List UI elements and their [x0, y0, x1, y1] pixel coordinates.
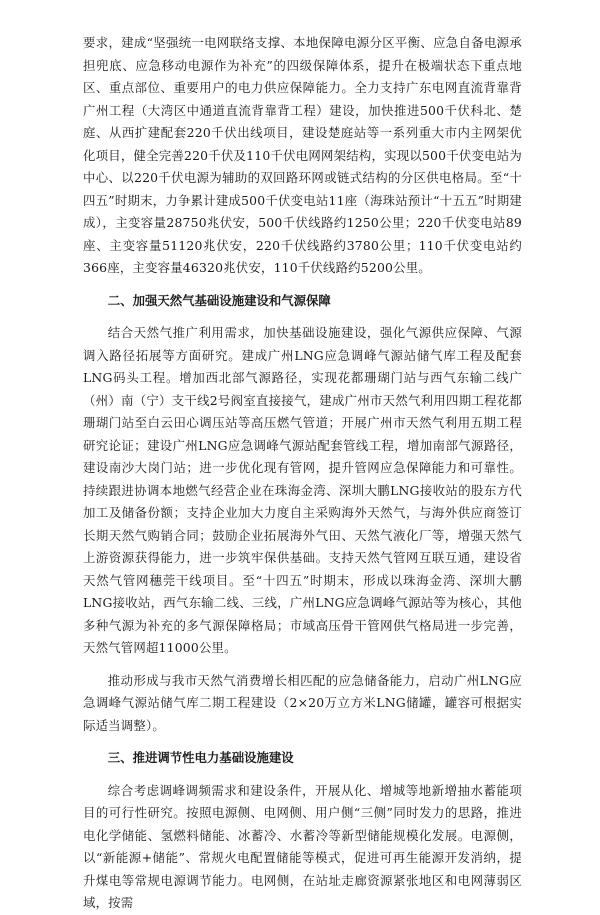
- section-gap: [83, 770, 522, 780]
- section-gap: [83, 280, 522, 290]
- section-gap: [83, 660, 522, 670]
- paragraph-gas-reserve: 推动形成与我市天然气消费增长相匹配的应急储备能力，启动广州LNG应急调峰气源站储气库二期工程建设（2×20万立方米LNG储罐，罐容可根据实际适当调整）。: [83, 672, 522, 733]
- section-heading-gas: 二、加强天然气基础设施建设和气源保障: [107, 292, 331, 308]
- section-gap: [83, 737, 522, 747]
- section-heading-regulating-power: 三、推进调节性电力基础设施建设: [107, 750, 294, 765]
- paragraph-gas-infrastructure: 结合天然气推广利用需求，加快基础设施建设，强化气源供应保障、气源调入路径拓展等方面研究。建成广州LNG应急调峰气源站储气库工程及配套LNG码头工程。增加西北部气源路径，实现花都珊瑚门站与西气东输二线广（州）南（宁）支干线2号阀室直接接气，建成广州市天然气利用四期工程花都珊瑚门站至白云田心调压站等高压燃气管道；开展广州市天然气利用五期工程研究论证；建设广州LNG应急调峰气源站配套管线工程，增加南部气源路径，建设南沙大岗门站；进一步优化现有管网，提升管网应急保障能力和可靠性。持续跟进协调本地燃气经营企业在珠海金湾、深圳大鹏LNG接收站的股东方代加工及储备份额；支持企业加大力度自主采购海外天然气，与海外供应商签订长期天然气购销合同；鼓励企业拓展海外气田、天然气液化厂等，增强天然气上游资源获得能力，进一步筑牢保供基础。支持天然气管网互联互通，建设省天然气管网穗莞干线项目。至“十四五”时期末，形成以珠海金湾、深圳大鹏LNG接收站，西气东输二线、三线，广州LNG应急调峰气源站等为核心，其他多种气源为补充的多气源保障格局；市域高压骨干管网供气格局进一步完善，天然气管网超11000公里。: [83, 325, 522, 655]
- paragraph-power-grid: 要求，建成“坚强统一电网联络支撑、本地保障电源分区平衡、应急自备电源承担兜底、应急移动电源作为补充”的四级保障体系，提升在极端状态下重点地区、重点部位、重要用户的电力供应保障能力。全力支持广东电网直流背靠背广州工程（大湾区中通道直流背靠背工程）建设，加快推进500千伏科北、楚庭、从西扩建配套220千伏出线项目，建设楚庭站等一系列重大市内主网架优化项目，健全完善220千伏及110千伏电网网架结构，实现以500千伏变电站为中心、以220千伏电源为辅助的双回路环网或链式结构的分区供电格局。至“十四五”时期末，力争累计建成500千伏变电站11座（海珠站预计“十五五”时期建成），主变容量28750兆伏安，500千伏线路约1250公里；220千伏变电站89座、主变容量51120兆伏安，220千伏线路约3780公里；110千伏变电站约366座，主变容量46320兆伏安，110千伏线路约5200公里。: [83, 35, 523, 275]
- paragraph-energy-storage: 综合考虑调峰调频需求和建设条件，开展从化、增城等地新增抽水蓄能项目的可行性研究。按照电源侧、电网侧、用户侧“三侧”同时发力的思路，推进电化学储能、氢燃料储能、冰蓄冷、水蓄冷等新型储能规模化发展。电源侧，以“新能源+储能”、常规火电配置储能等模式，促进可再生能源开发消纳，提升煤电等常规电源调节能力。电网侧，在站址走廊资源紧张地区和电网薄弱区域，按需: [83, 782, 522, 910]
- section-gap: [83, 312, 522, 322]
